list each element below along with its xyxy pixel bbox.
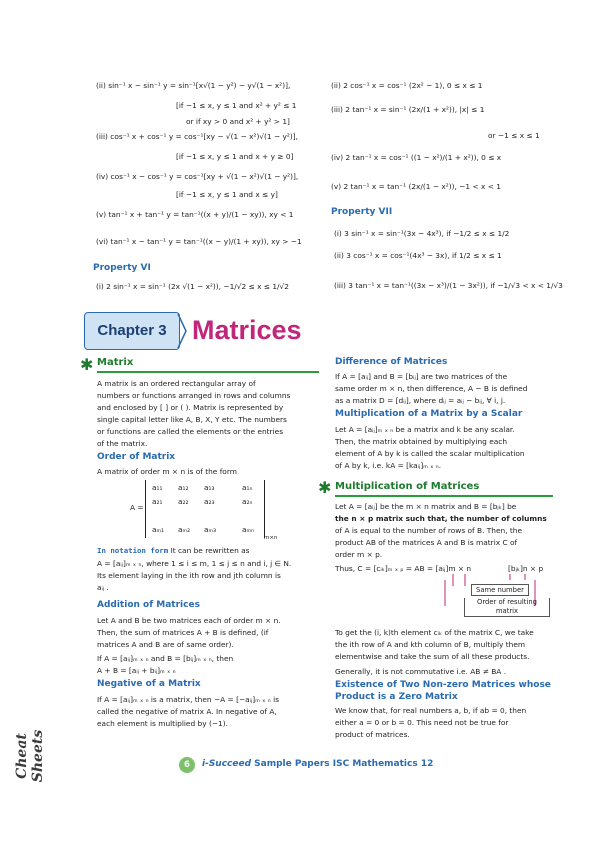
text-line: called the negative of matrix A. In negative of A, <box>97 707 277 716</box>
matrix-cell: a₂₁ <box>152 497 163 506</box>
matrix-cell: a₁ₙ <box>242 483 253 492</box>
formula-right-2: (iii) 2 tan⁻¹ x = sin⁻¹ (2x/(1 + x²)), |x| ≤ 1 <box>331 105 485 114</box>
formula-right-4: (iv) 2 tan⁻¹ x = cos⁻¹ ((1 − x²)/(1 + x²)), 0 ≤ x <box>331 153 502 162</box>
text-line: A = [aᵢⱼ]ₘ ₓ ₙ, where 1 ≤ i ≤ m, 1 ≤ j ≤ n and i, j ∈ N. <box>97 559 292 568</box>
formula-right-1: (ii) 2 cos⁻¹ x = cos⁻¹ (2x² − 1), 0 ≤ x ≤ 1 <box>331 81 483 90</box>
text-line: A matrix is an ordered rectangular array of <box>97 379 256 388</box>
matrix-cell: a₂ₙ <box>242 497 253 506</box>
notation-paragraph <box>97 558 319 594</box>
chapter-label: Chapter 3 <box>97 322 167 339</box>
text-line: Its element laying in the ith row and jth column is <box>97 571 281 580</box>
text-line: We know that, for real numbers a, b, if ab = 0, then <box>335 706 527 715</box>
matrix-cell: a₁₂ <box>178 483 189 492</box>
matrix-cell: a₂₂ <box>178 497 189 506</box>
matrix-paragraph <box>97 378 319 450</box>
matrix-subscript: m×n <box>264 535 278 541</box>
text-line: A + B = [aᵢⱼ + bᵢⱼ]ₘ ₓ ₙ <box>97 666 176 675</box>
order-text: A matrix of order m × n is of the form <box>97 467 237 476</box>
formula-left-7: [if −1 ≤ x, y ≤ 1 and x ≤ y] <box>176 190 278 199</box>
page-number: 6 <box>179 757 195 773</box>
text-line: as a matrix D = [dᵢⱼ], where dᵢⱼ = aᵢⱼ − bᵢⱼ, ∀ i, j. <box>335 396 506 405</box>
star-icon: ✱ <box>80 355 94 374</box>
thus-equation: Thus, C = [cᵢₖ]ₘ ₓ ₚ = AB = [aᵢⱼ]m × n <box>335 564 472 573</box>
text-line: If A = [aᵢⱼ]ₘ ₓ ₙ and B = [bᵢⱼ]ₘ ₓ ₙ, then <box>97 654 234 663</box>
order-title: Order of Matrix <box>97 452 176 462</box>
text-line: numbers or functions arranged in rows and columns <box>97 391 291 400</box>
text-line: the n × p matrix such that, the number of columns <box>335 514 547 523</box>
property-vii-formula-3: (iii) 3 tan⁻¹ x = tan⁻¹((3x − x³)/(1 − 3x²)), if −1/√3 < x < 1/√3 <box>334 281 563 290</box>
text-line: either a = 0 or b = 0. This need not be true for <box>335 718 509 727</box>
section-divider <box>335 495 553 497</box>
text-line: single capital letter like A, B, X, Y etc. The numbers <box>97 415 287 424</box>
text-line: Generally, it is not commutative i.e. AB ≠ BA . <box>335 667 507 676</box>
text-line: Let A and B be two matrices each of order m × n. <box>97 616 281 625</box>
formula-left-4: (iii) cos⁻¹ x + cos⁻¹ y = cos⁻¹[xy − √(1 − x²)√(1 − y²)], <box>96 132 298 141</box>
chapter-arrow-icon <box>176 312 190 350</box>
text-line: or functions are called the elements or the entries <box>97 427 284 436</box>
notation-row <box>97 545 250 556</box>
difference-title: Difference of Matrices <box>335 357 448 367</box>
text-line: elementwise and take the sum of all these products. <box>335 652 530 661</box>
scalar-title: Multiplication of a Matrix by a Scalar <box>335 409 523 419</box>
text-line: matrices A and B are of same order). <box>97 640 234 649</box>
notation-label: In notation form <box>97 546 169 555</box>
property-vi-title: Property VI <box>93 263 151 273</box>
section-divider <box>97 371 319 373</box>
formula-left-9: (vi) tan⁻¹ x − tan⁻¹ y = tan⁻¹((x − y)/(1 + xy)), xy > −1 <box>96 237 302 246</box>
matrix-cell: a₁₁ <box>152 483 163 492</box>
order-resulting-box: Order of resulting matrix <box>464 598 550 617</box>
property-vii-title: Property VII <box>331 207 393 217</box>
footer-title <box>202 759 433 769</box>
text-line: the ith row of A and kth column of B, multiply them <box>335 640 526 649</box>
matrix-cell: aₘₙ <box>242 525 255 534</box>
footer-brand: i-Succeed <box>202 759 252 769</box>
text-line: product AB of the matrices A and B is matrix C of <box>335 538 518 547</box>
matrix-cell: aₘ₃ <box>204 525 217 534</box>
matrix-cell: aₘ₁ <box>152 525 165 534</box>
star-icon: ✱ <box>318 478 332 497</box>
formula-left-8: (v) tan⁻¹ x + tan⁻¹ y = tan⁻¹((x + y)/(1 − xy)), xy < 1 <box>96 210 294 219</box>
addition-title: Addition of Matrices <box>97 600 200 610</box>
difference-paragraph <box>335 371 553 407</box>
thus-equation-right: [bⱼₖ]n × p <box>508 564 544 573</box>
text-line: If A = [aᵢⱼ]ₘ ₓ ₙ is a matrix, then −A = [−aᵢⱼ]ₘ ₓ ₙ is <box>97 695 279 704</box>
text-line: order m × p. <box>335 550 383 559</box>
text-line: of the matrix. <box>97 439 148 448</box>
formula-right-5: (v) 2 tan⁻¹ x = tan⁻¹ (2x/(1 − x²)), −1 < x < 1 <box>331 182 501 191</box>
negative-paragraph <box>97 694 319 730</box>
mult-paragraph <box>335 501 553 561</box>
text-line: Let A = [aᵢⱼ]ₘ ₓ ₙ be a matrix and k be any scalar. <box>335 425 515 434</box>
get-paragraph <box>335 627 553 678</box>
text-line: Let A = [aᵢⱼ] be the m × n matrix and B = [bⱼₖ] be <box>335 502 517 511</box>
property-vii-formula-2: (ii) 3 cos⁻¹ x = cos⁻¹(4x³ − 3x), if 1/2 ≤ x ≤ 1 <box>334 251 502 260</box>
side-label: Cheat Sheets <box>14 729 46 783</box>
same-number-box: Same number <box>471 584 529 596</box>
existence-paragraph <box>335 705 553 741</box>
footer-rest: Sample Papers ISC Mathematics 12 <box>251 759 434 769</box>
formula-right-3: or −1 ≤ x ≤ 1 <box>488 131 540 140</box>
text-line: and enclosed by [ ] or ( ). Matrix is represented by <box>97 403 284 412</box>
matrix-title: Matrix <box>97 357 134 368</box>
text-line: each element is multiplied by (−1). <box>97 719 228 728</box>
notation-text: It can be rewritten as <box>170 546 250 555</box>
negative-title: Negative of a Matrix <box>97 679 201 689</box>
formula-left-5: [if −1 ≤ x, y ≤ 1 and x + y ≥ 0] <box>176 152 294 161</box>
formula-left-1: (ii) sin⁻¹ x − sin⁻¹ y = sin⁻¹[x√(1 − y²) − y√(1 − x²)], <box>96 81 291 90</box>
matrix-cell: a₂₃ <box>204 497 215 506</box>
text-line: of A is equal to the number of rows of B. Then, the <box>335 526 523 535</box>
text-line: Then, the matrix obtained by multiplying each <box>335 437 508 446</box>
formula-left-6: (iv) cos⁻¹ x − cos⁻¹ y = cos⁻¹[xy + √(1 − x²)√(1 − y²)], <box>96 172 299 181</box>
matrix-cell: aₘ₂ <box>178 525 191 534</box>
chapter-badge <box>84 312 180 350</box>
matrix-display <box>145 480 265 538</box>
property-vii-formula-1: (i) 3 sin⁻¹ x = sin⁻¹(3x − 4x³), if −1/2 ≤ x ≤ 1/2 <box>334 229 510 238</box>
text-line: of A by k, i.e. kA = [kaᵢⱼ]ₘ ₓ ₙ. <box>335 461 442 470</box>
existence-title: Existence of Two Non-zero Matrices whose Product is a Zero Matrix <box>335 680 551 702</box>
matrix-cell: a₁₃ <box>204 483 215 492</box>
text-line: product of matrices. <box>335 730 410 739</box>
scalar-paragraph <box>335 424 553 472</box>
text-line: aᵢⱼ . <box>97 583 109 592</box>
formula-left-2: [if −1 ≤ x, y ≤ 1 and x² + y² ≤ 1 <box>176 101 297 110</box>
addition-paragraph <box>97 615 319 677</box>
text-line: To get the (i, k)th element cᵢₖ of the matrix C, we take <box>335 628 534 637</box>
text-line: element of A by k is called the scalar multiplication <box>335 449 525 458</box>
text-line: Then, the sum of matrices A + B is defined, (if <box>97 628 269 637</box>
formula-left-3: or if xy > 0 and x² + y² > 1] <box>186 117 290 126</box>
property-vi-formula: (i) 2 sin⁻¹ x = sin⁻¹ (2x √(1 − x²)), −1/√2 ≤ x ≤ 1/√2 <box>96 282 289 291</box>
mult-title: Multiplication of Matrices <box>335 481 480 492</box>
matrix-lhs: A = <box>130 503 144 512</box>
text-line: If A = [aᵢⱼ] and B = [bᵢⱼ] are two matrices of the <box>335 372 508 381</box>
chapter-title: Matrices <box>192 315 302 345</box>
text-line: same order m × n, then difference, A − B is defined <box>335 384 528 393</box>
